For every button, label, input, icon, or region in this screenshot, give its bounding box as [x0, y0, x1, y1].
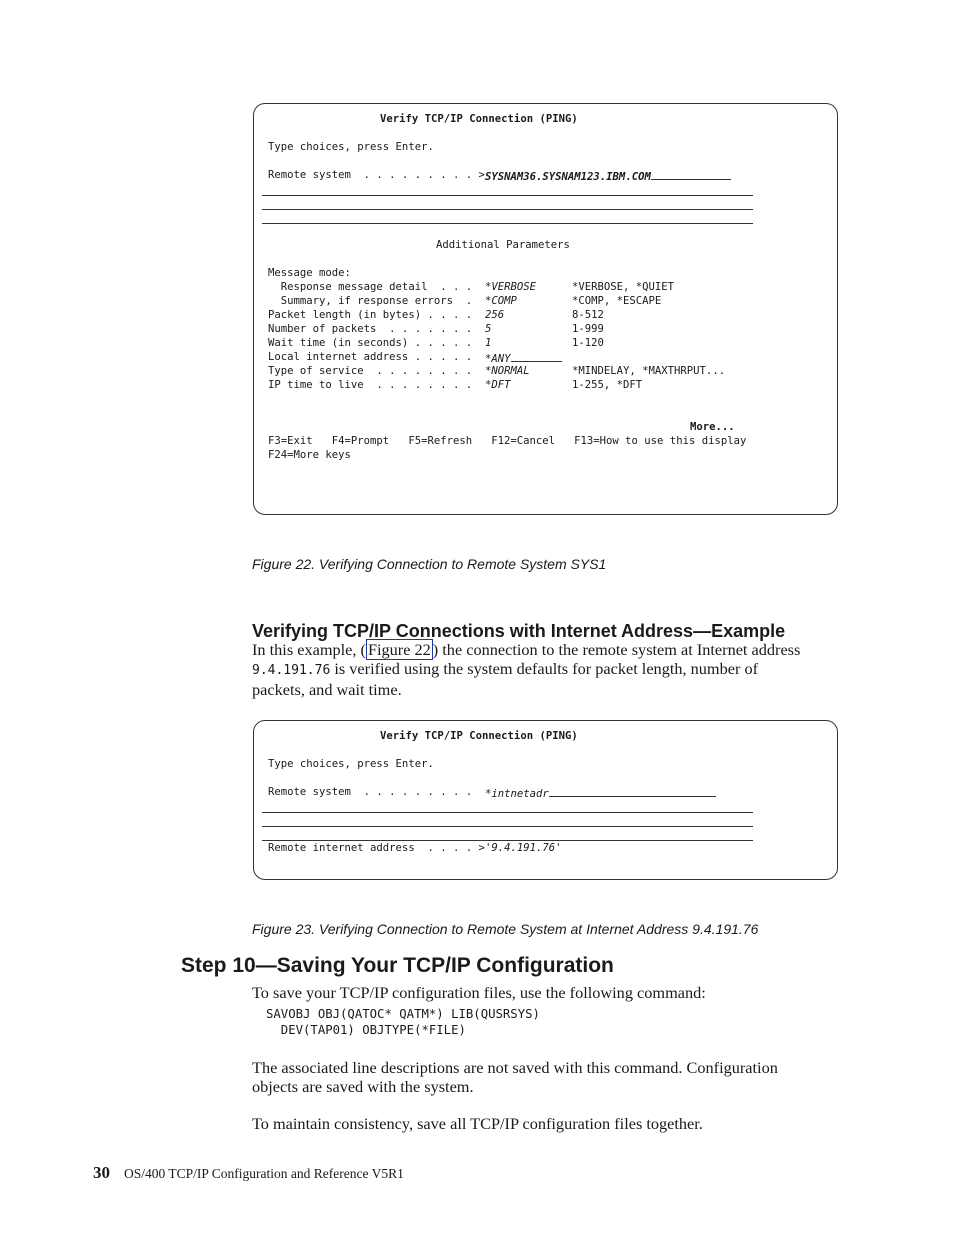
figure-22-screen — [253, 103, 838, 515]
param-value[interactable]: 256 — [485, 309, 505, 321]
param-label: Response message detail . . . — [268, 281, 473, 293]
paragraph-text: objects are saved with the system. — [252, 1077, 474, 1096]
page-number: 30 — [93, 1163, 110, 1182]
screen-instruction: Type choices, press Enter. — [268, 141, 434, 153]
remote-system-value: *intnetadr — [485, 788, 549, 800]
figure-22-caption: Figure 22. Verifying Connection to Remote System SYS1 — [252, 556, 607, 572]
param-label: IP time to live . . . . . . . . — [268, 379, 473, 391]
step-paragraph-final: To maintain consistency, save all TCP/IP configuration files together. — [252, 1114, 703, 1133]
param-label: Packet length (in bytes) . . . . — [268, 309, 473, 321]
more-indicator: More... — [690, 421, 735, 433]
param-label: Wait time (in seconds) . . . . . — [268, 337, 473, 349]
code-line: DEV(TAP01) OBJTYPE(*FILE) — [266, 1023, 466, 1037]
message-mode-label: Message mode: — [268, 267, 351, 279]
param-allowed: 1-999 — [572, 323, 604, 335]
param-label: Number of packets . . . . . . . — [268, 323, 473, 335]
screen-title: Verify TCP/IP Connection (PING) — [380, 730, 578, 742]
param-allowed: 1-120 — [572, 337, 604, 349]
param-value[interactable]: 5 — [485, 323, 492, 335]
param-allowed: 1-255, *DFT — [572, 379, 643, 391]
input-line — [262, 223, 753, 224]
paragraph-text: In this example, ( — [252, 640, 366, 659]
input-line — [262, 209, 753, 210]
remote-system-value: SYSNAM36.SYSNAM123.IBM.COM — [485, 171, 651, 183]
remote-system-field[interactable] — [485, 785, 716, 801]
param-allowed: 8-512 — [572, 309, 604, 321]
figure-23-caption: Figure 23. Verifying Connection to Remote System at Internet Address 9.4.191.76 — [252, 921, 759, 937]
input-line — [262, 812, 753, 813]
step-heading: Step 10—Saving Your TCP/IP Configuration — [181, 954, 614, 977]
paragraph-text: is verified using the system defaults for packet length, number of — [330, 659, 759, 678]
remote-system-label: Remote system . . . . . . . . . > — [268, 169, 485, 181]
input-line — [262, 826, 753, 827]
paragraph-text: packets, and wait time. — [252, 680, 402, 699]
ip-address: 9.4.191.76 — [252, 663, 331, 678]
input-line — [262, 195, 753, 196]
remote-system-label: Remote system . . . . . . . . . — [268, 786, 473, 798]
step-paragraph — [252, 1058, 842, 1096]
param-label: Summary, if response errors . — [268, 295, 473, 307]
page-footer — [93, 1163, 404, 1183]
param-label: Type of service . . . . . . . . — [268, 365, 473, 377]
paragraph-text: The associated line descriptions are not saved with this command. Configuration — [252, 1058, 778, 1077]
section-paragraph — [252, 640, 842, 699]
function-keys: F3=Exit F4=Prompt F5=Refresh F12=Cancel F13=How to use this display — [268, 435, 747, 447]
code-line: SAVOBJ OBJ(QATOC* QATM*) LIB(QUSRSYS) — [266, 1007, 540, 1021]
remote-address-label: Remote internet address . . . . > — [268, 842, 485, 854]
book-title: OS/400 TCP/IP Configuration and Reference V5R1 — [124, 1166, 404, 1181]
screen-instruction: Type choices, press Enter. — [268, 758, 434, 770]
function-keys-more: F24=More keys — [268, 449, 351, 461]
paragraph-text: ) the connection to the remote system at Internet address — [432, 640, 801, 659]
figure-23-screen — [253, 720, 838, 880]
param-value[interactable]: *NORMAL — [485, 365, 530, 377]
figure-22-link[interactable]: Figure 22 — [367, 640, 431, 659]
param-value[interactable]: *DFT — [485, 379, 511, 391]
param-value[interactable]: *VERBOSE — [485, 281, 537, 293]
param-value: *ANY — [485, 353, 511, 365]
additional-parameters-heading: Additional Parameters — [436, 239, 570, 251]
step-intro: To save your TCP/IP configuration files, use the following command: — [252, 983, 706, 1002]
param-label: Local internet address . . . . . — [268, 351, 473, 363]
param-value[interactable]: *COMP — [485, 295, 517, 307]
param-allowed: *MINDELAY, *MAXTHRPUT... — [572, 365, 726, 377]
command-code — [266, 1006, 540, 1038]
remote-system-field[interactable] — [485, 168, 731, 184]
remote-address-value[interactable]: '9.4.191.76' — [485, 842, 562, 854]
param-allowed: *COMP, *ESCAPE — [572, 295, 662, 307]
screen-title: Verify TCP/IP Connection (PING) — [380, 113, 578, 125]
param-allowed: *VERBOSE, *QUIET — [572, 281, 675, 293]
section-heading: Verifying TCP/IP Connections with Internet Address—Example — [252, 621, 786, 641]
param-value[interactable]: 1 — [485, 337, 492, 349]
